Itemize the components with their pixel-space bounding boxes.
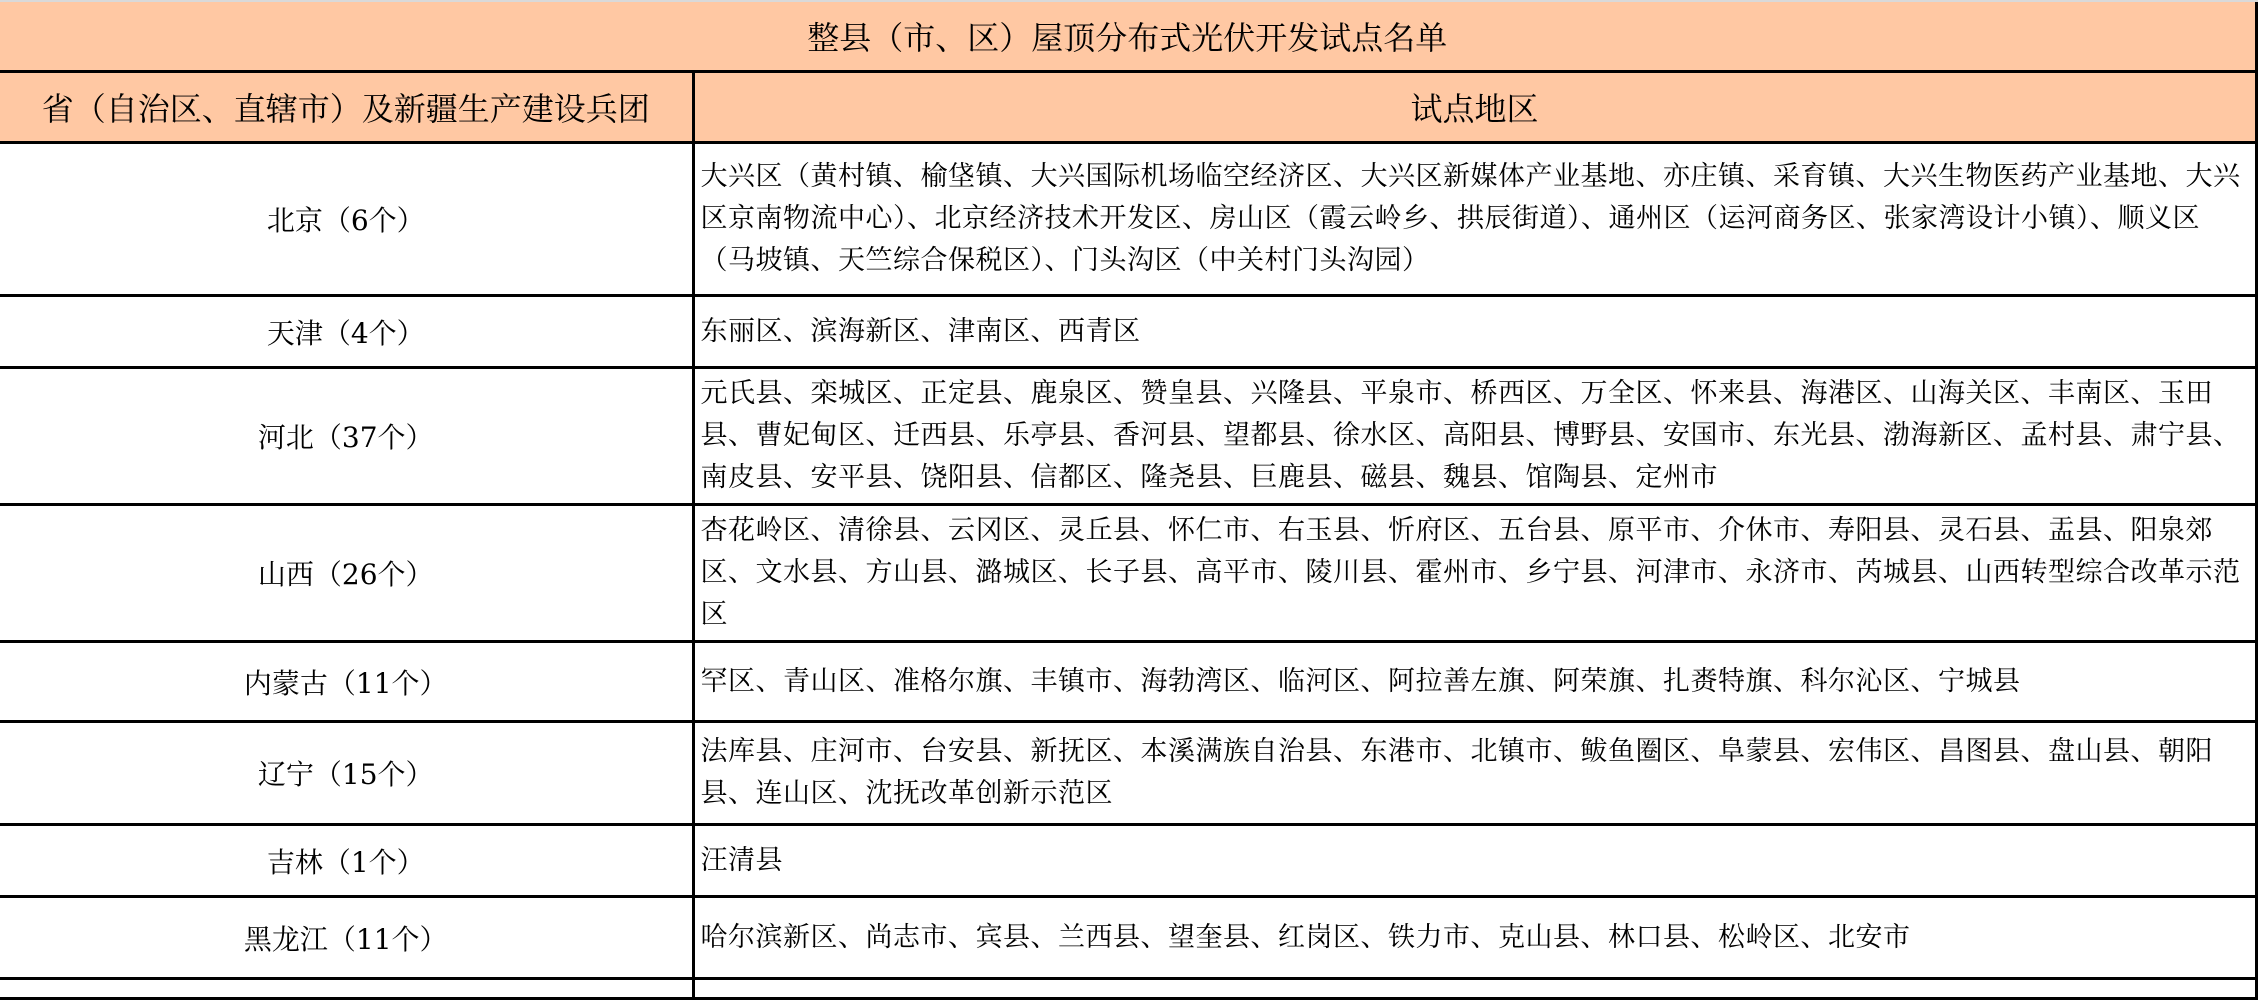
table-row-next-partial xyxy=(0,979,2256,999)
pilot-list-table xyxy=(0,2,2258,1000)
table-row xyxy=(0,143,2256,296)
areas-cell[interactable]: 杏花岭区、清徐县、云冈区、灵丘县、怀仁市、右玉县、忻府区、五台县、原平市、介休市、寿阳县、灵石县、盂县、阳泉郊区、文水县、方山县、潞城区、长子县、高平市、陵川县、霍州市、乡宁县、河津市、永济市、芮城县、山西转型综合改革示范区 xyxy=(693,505,2256,642)
table-row xyxy=(0,897,2256,979)
province-cell[interactable]: 吉林（1个） xyxy=(0,825,693,897)
table-row xyxy=(0,296,2256,368)
areas-cell[interactable]: 哈尔滨新区、尚志市、宾县、兰西县、望奎县、红岗区、铁力市、克山县、林口县、松岭区、北安市 xyxy=(693,897,2256,979)
areas-cell[interactable]: 汪清县 xyxy=(693,825,2256,897)
areas-cell[interactable]: 东丽区、滨海新区、津南区、西青区 xyxy=(693,296,2256,368)
table-row xyxy=(0,722,2256,825)
province-cell[interactable]: 内蒙古（11个） xyxy=(0,642,693,722)
areas-cell[interactable]: 大兴区（黄村镇、榆垡镇、大兴国际机场临空经济区、大兴区新媒体产业基地、亦庄镇、采育镇、大兴生物医药产业基地、大兴区京南物流中心）、北京经济技术开发区、房山区（霞云岭乡、拱辰街道）、通州区（运河商务区、张家湾设计小镇）、顺义区（马坡镇、天竺综合保税区）、门头沟区（中关村门头沟园） xyxy=(693,143,2256,296)
table-row xyxy=(0,368,2256,505)
empty-cell xyxy=(693,979,2256,999)
column-header-areas[interactable]: 试点地区 xyxy=(693,72,2256,143)
province-cell[interactable]: 北京（6个） xyxy=(0,143,693,296)
column-header-province[interactable]: 省（自治区、直辖市）及新疆生产建设兵团 xyxy=(0,72,693,143)
empty-cell xyxy=(0,979,693,999)
province-cell[interactable]: 黑龙江（11个） xyxy=(0,897,693,979)
header-row xyxy=(0,72,2256,143)
areas-cell[interactable]: 罕区、青山区、准格尔旗、丰镇市、海勃湾区、临河区、阿拉善左旗、阿荣旗、扎赉特旗、科尔沁区、宁城县 xyxy=(693,642,2256,722)
table-row xyxy=(0,505,2256,642)
province-cell[interactable]: 河北（37个） xyxy=(0,368,693,505)
table-row xyxy=(0,642,2256,722)
province-cell[interactable]: 天津（4个） xyxy=(0,296,693,368)
table-title[interactable]: 整县（市、区）屋顶分布式光伏开发试点名单 xyxy=(0,2,2256,72)
areas-cell[interactable]: 元氏县、栾城区、正定县、鹿泉区、赞皇县、兴隆县、平泉市、桥西区、万全区、怀来县、海港区、山海关区、丰南区、玉田县、曹妃甸区、迁西县、乐亭县、香河县、望都县、徐水区、高阳县、博野县、安国市、东光县、渤海新区、孟村县、肃宁县、南皮县、安平县、饶阳县、信都区、隆尧县、巨鹿县、磁县、魏县、馆陶县、定州市 xyxy=(693,368,2256,505)
table-row xyxy=(0,825,2256,897)
province-cell[interactable]: 辽宁（15个） xyxy=(0,722,693,825)
areas-cell[interactable]: 法库县、庄河市、台安县、新抚区、本溪满族自治县、东港市、北镇市、鲅鱼圈区、阜蒙县、宏伟区、昌图县、盘山县、朝阳县、连山区、沈抚改革创新示范区 xyxy=(693,722,2256,825)
province-cell[interactable]: 山西（26个） xyxy=(0,505,693,642)
title-row xyxy=(0,2,2256,72)
